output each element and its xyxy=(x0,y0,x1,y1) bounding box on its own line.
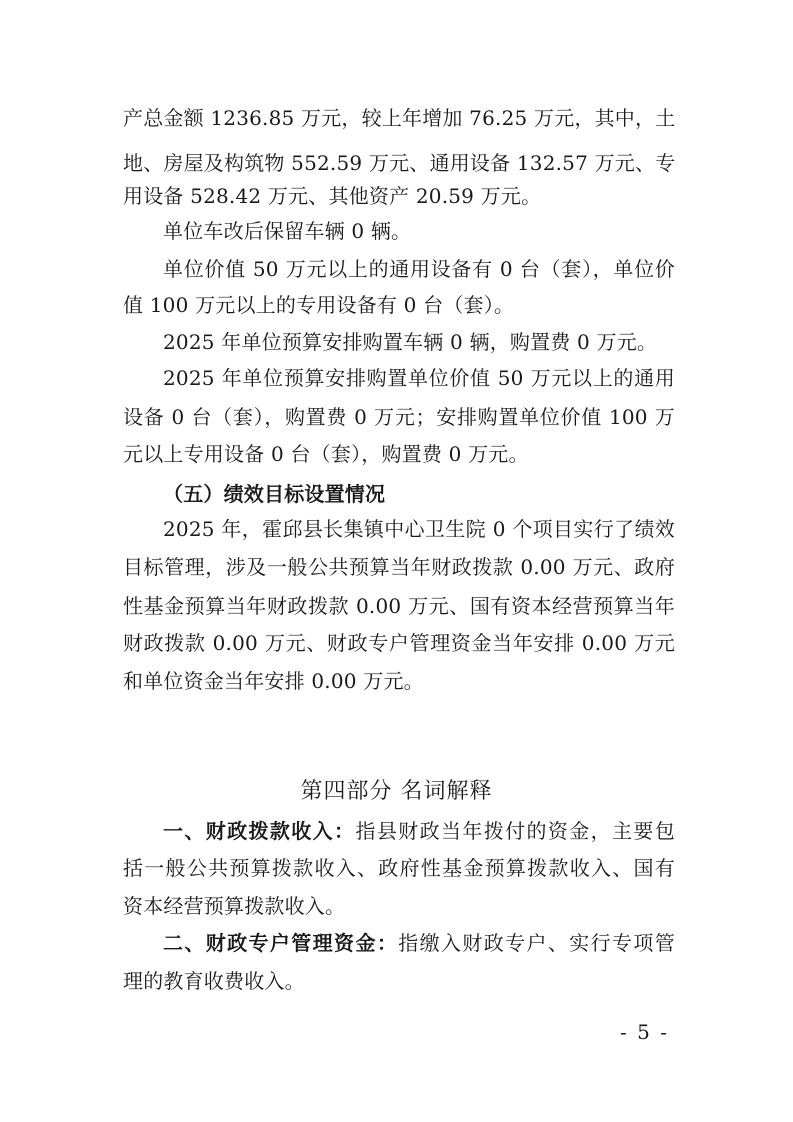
term2-line-1-text: 指缴入财政专户、实行专项管 xyxy=(398,931,675,955)
page-number: - 5 - xyxy=(620,1020,669,1044)
term1-line-3: 资本经营预算拨款收入。 xyxy=(123,894,346,918)
performance-subheading: （五）绩效目标设置情况 xyxy=(163,482,386,506)
performance-line-5: 和单位资金当年安排 0.00 万元。 xyxy=(123,669,424,693)
equipment-line-1: 单位价值 50 万元以上的通用设备有 0 台（套），单位价 xyxy=(163,257,675,281)
term1-line-1 xyxy=(163,811,675,851)
equipment-line-2: 值 100 万元以上的专用设备有 0 台（套）。 xyxy=(123,293,515,317)
budget-vehicles-paragraph: 2025 年单位预算安排购置车辆 0 辆，购置费 0 万元。 xyxy=(163,330,658,354)
term2-line-1 xyxy=(163,923,675,963)
performance-line-1: 2025 年，霍邱县长集镇中心卫生院 0 个项目实行了绩效 xyxy=(163,517,675,541)
term2-line-2: 理的教育收费收入。 xyxy=(123,969,305,993)
term1-line-1-text: 指县财政当年拨付的资金，主要包 xyxy=(355,819,676,843)
performance-line-4: 财政拨款 0.00 万元、财政专户管理资金当年安排 0.00 万元 xyxy=(123,631,675,655)
assets-line-1: 产总金额 1236.85 万元，较上年增加 76.25 万元，其中，土 xyxy=(123,106,676,130)
budget-equipment-line-1: 2025 年单位预算安排购置单位价值 50 万元以上的通用 xyxy=(163,366,675,390)
assets-line-3: 用设备 528.42 万元、其他资产 20.59 万元。 xyxy=(123,184,542,208)
budget-equipment-line-2: 设备 0 台（套），购置费 0 万元；安排购置单位价值 100 万 xyxy=(123,405,675,429)
performance-line-2: 目标管理，涉及一般公共预算当年财政拨款 0.00 万元、政府 xyxy=(123,555,675,579)
performance-line-3: 性基金预算当年财政拨款 0.00 万元、国有资本经营预算当年 xyxy=(123,594,675,618)
term1-label: 一、财政拨款收入： xyxy=(163,819,356,843)
term2-label: 二、财政专户管理资金： xyxy=(163,931,399,955)
assets-line-2: 地、房屋及构筑物 552.59 万元、通用设备 132.57 万元、专 xyxy=(123,151,676,175)
vehicles-paragraph: 单位车改后保留车辆 0 辆。 xyxy=(163,219,412,243)
section-title: 第四部分 名词解释 xyxy=(300,779,493,804)
budget-equipment-line-3: 元以上专用设备 0 台（套），购置费 0 万元。 xyxy=(123,442,529,466)
term1-line-2: 括一般公共预算拨款收入、政府性基金预算拨款收入、国有 xyxy=(123,856,675,880)
